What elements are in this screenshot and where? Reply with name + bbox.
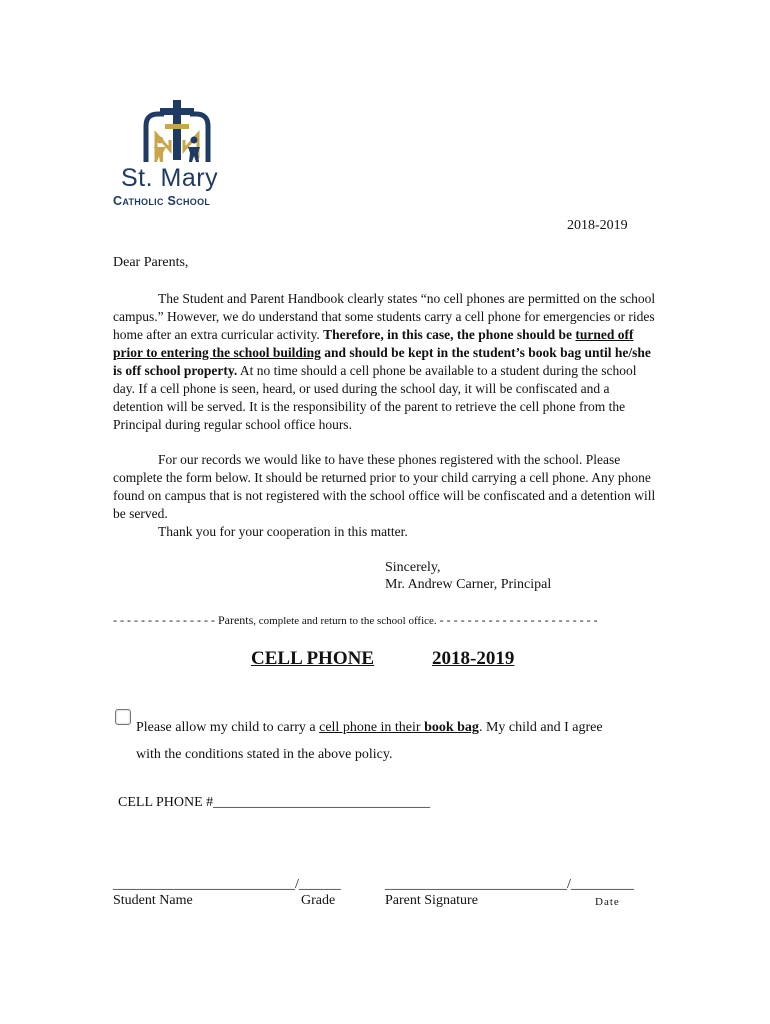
grade-label: Grade [301,893,336,908]
date-label: Date [595,896,620,908]
closing: Sincerely, [385,560,441,575]
policy-bold-1: Therefore, in this case, the phone should be [323,327,576,342]
parent-date-line[interactable]: __________________________/_________ [385,877,634,892]
signer-name: Mr. Andrew Carner, Principal [385,577,552,592]
policy-bold-underline: turned off prior to entering the school building [113,327,634,360]
cell-phone-label: CELL PHONE # [118,795,214,810]
salutation: Dear Parents, [113,255,189,270]
letter-year: 2018-2019 [567,218,628,233]
logo-name-line2: Catholic School [113,194,211,208]
cell-phone-blank[interactable]: _______________________________ [213,795,431,810]
form-year: 2018-2019 [432,648,515,669]
parent-signature-label: Parent Signature [385,893,478,908]
return-divider [113,613,598,628]
consent-text-a: Please allow my child to carry a [136,720,320,735]
student-grade-line[interactable]: __________________________/______ [113,877,341,892]
policy-bold-2: and should be kept in the student’s book bag until he/she is off school property. [113,345,651,378]
form-title: CELL PHONE [251,648,374,669]
cell-phone-field[interactable] [118,795,430,811]
consent-checkbox[interactable] [115,709,131,725]
policy-text-b: At no time should a cell phone be available to a student during the school day. If a cell phone is seen, heard, or used during the school day, it will be confiscated and a detention will be served. It is the responsibility of the parent to retrieve the cell phone from the Principal during regular school office hours. [113,363,637,432]
consent-link: cell phone in their [319,720,425,735]
policy-text-a: The Student and Parent Handbook clearly states “no cell phones are permitted on the school campus.” However, we do understand that some students carry a cell phone for emergencies or rides home after an extra curricular activity. [113,291,656,342]
divider-dashes-right: - - - - - - - - - - - - - - - - - - - - - - - [439,613,598,627]
records-paragraph: For our records we would like to have these phones registered with the school. Please complete the form below. It should be returned prior to your child carrying a cell phone. Any phone found on campus that is not registered with the school office will be confiscated and a detention will be served. [113,452,656,521]
policy-paragraph [113,290,658,434]
divider-text: , complete and return to the school office. [253,615,437,627]
consent-text [136,714,603,768]
thanks-paragraph: Thank you for your cooperation in this matter. [158,524,408,539]
consent-text-b: . My child and I agree [478,720,603,735]
consent-line2: with the conditions stated in the above policy. [136,747,393,762]
logo-name-line1: St. Mary [121,164,219,192]
student-name-label: Student Name [113,893,193,908]
divider-dashes-left: - - - - - - - - - - - - - - - [113,613,215,627]
consent-bold: book bag [424,720,479,735]
divider-parents: Parents [217,613,254,627]
